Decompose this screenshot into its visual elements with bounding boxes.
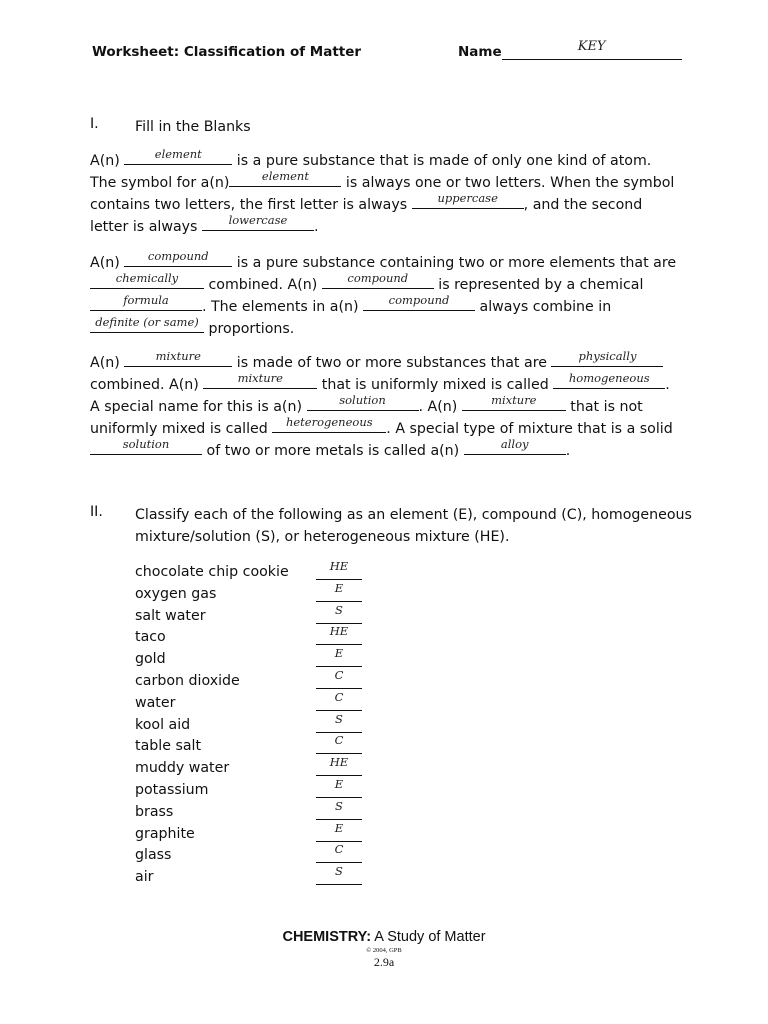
answer: mixture xyxy=(237,371,283,385)
blank xyxy=(124,147,232,165)
answer-blank xyxy=(316,624,362,645)
answer: compound xyxy=(147,249,209,263)
item-answer: E xyxy=(334,820,344,835)
section-1-title: Fill in the Blanks xyxy=(135,119,251,135)
item-answer: C xyxy=(334,689,344,704)
blank xyxy=(202,213,314,231)
item-answer: HE xyxy=(329,624,349,639)
blank xyxy=(307,393,419,411)
item-label: carbon dioxide xyxy=(135,672,240,689)
item-label: graphite xyxy=(135,825,195,842)
answer: chemically xyxy=(115,271,179,285)
answer-blank xyxy=(316,820,362,842)
answer-blank xyxy=(316,689,362,711)
item-answer: C xyxy=(334,667,344,682)
item-answer: S xyxy=(335,602,343,617)
item-label: salt water xyxy=(135,607,206,624)
answer: uppercase xyxy=(437,191,498,205)
blank xyxy=(272,415,386,433)
answer-blank xyxy=(316,602,362,624)
blank xyxy=(90,437,202,455)
paragraph-element: A(n) element is a pure substance that is made of only one kind of atom. The symbol for a(n) element is always one or two letters. When the symbol contains two letters, the first letter is always uppercase , and the second letter is always lowercase . xyxy=(90,150,680,238)
item-label: water xyxy=(135,694,176,711)
blank xyxy=(124,349,232,367)
answer-blank xyxy=(316,864,362,885)
blank xyxy=(90,315,204,333)
item-answer: S xyxy=(335,798,343,813)
item-answer: HE xyxy=(329,559,349,573)
worksheet-header xyxy=(92,39,682,66)
answer: lowercase xyxy=(228,213,288,227)
blank xyxy=(90,293,202,311)
answer: alloy xyxy=(500,437,529,451)
item-label: gold xyxy=(135,651,166,668)
page-number: 2.9a xyxy=(373,955,395,969)
answer-blank xyxy=(316,711,362,733)
page-footer xyxy=(0,929,768,970)
paragraph-mixture: A(n) mixture is made of two or more substances that are physically combined. A(n) mixture that is uniformly mixed is called homogeneous . A special name for this is a(n) solution . A(n) mixture that is not uniformly mixed is called heterogeneous . A special type of mixture that is a solid solution of two or more metals is called a(n) alloy . xyxy=(90,352,680,462)
item-label: potassium xyxy=(135,781,209,798)
answer: definite (or same) xyxy=(95,315,199,329)
answer: solution xyxy=(122,437,170,451)
answer-blank xyxy=(316,842,362,863)
answer: element xyxy=(261,169,309,183)
answer: compound xyxy=(347,271,409,285)
item-label: kool aid xyxy=(135,716,191,733)
item-answer: E xyxy=(334,776,344,791)
blank xyxy=(322,271,434,289)
answer-blank xyxy=(316,776,362,798)
item-answer: C xyxy=(334,842,344,857)
blank xyxy=(203,371,317,389)
blank xyxy=(412,191,524,209)
blank xyxy=(464,437,566,455)
item-answer: E xyxy=(334,646,344,661)
blank xyxy=(229,169,341,187)
item-label: brass xyxy=(135,803,174,820)
blank xyxy=(462,393,566,411)
blank xyxy=(553,371,665,389)
item-label: oxygen gas xyxy=(135,585,217,602)
answer: homogeneous xyxy=(568,371,650,385)
answer: solution xyxy=(339,393,386,407)
worksheet-title: Worksheet: Classification of Matter xyxy=(92,44,362,60)
section-1-number: I. xyxy=(90,116,99,132)
paragraph-compound: A(n) compound is a pure substance containing two or more elements that are chemically combined. A(n) compound is represented by a chemical formula . The elements in a(n) compound always combine in definite (or same) proportions. xyxy=(90,252,680,340)
blank xyxy=(124,249,232,267)
name-blank xyxy=(502,39,682,60)
item-label: muddy water xyxy=(135,760,230,777)
blank xyxy=(363,293,475,311)
item-answer: C xyxy=(334,733,344,748)
item-label: chocolate chip cookie xyxy=(135,564,289,580)
blank xyxy=(551,349,663,367)
item-label: glass xyxy=(135,847,172,864)
answer-blank xyxy=(316,646,362,667)
item-label: table salt xyxy=(135,738,202,755)
blank xyxy=(90,271,204,289)
answer: physically xyxy=(578,349,637,363)
section-2-number: II. xyxy=(90,504,103,520)
answer-blank xyxy=(316,733,362,754)
answer: formula xyxy=(123,293,169,307)
answer: mixture xyxy=(155,349,201,363)
answer-blank xyxy=(316,667,362,689)
answer-blank xyxy=(316,755,362,776)
footer-copyright: © 2004, GPB xyxy=(366,947,402,954)
answer: heterogeneous xyxy=(285,415,373,429)
item-answer: S xyxy=(335,711,343,726)
item-label: taco xyxy=(135,629,166,646)
answer: element xyxy=(154,147,202,161)
item-answer: HE xyxy=(329,755,349,770)
answer: mixture xyxy=(491,393,537,407)
answer-blank xyxy=(316,559,362,580)
footer-brand: CHEMISTRY: A Study of Matter xyxy=(282,929,486,945)
answer-blank xyxy=(316,798,362,820)
answer: compound xyxy=(388,293,450,307)
item-label: air xyxy=(135,869,154,886)
item-answer: E xyxy=(334,580,344,595)
name-field xyxy=(458,39,682,60)
answer-blank xyxy=(316,580,362,602)
name-answer: KEY xyxy=(577,39,606,54)
name-label: Name xyxy=(458,44,502,60)
section-2-title: Classify each of the following as an element (E), compound (C), homogeneous mixture/solution (S), or heterogeneous mixture (HE). xyxy=(135,507,692,545)
item-answer: S xyxy=(335,864,343,879)
